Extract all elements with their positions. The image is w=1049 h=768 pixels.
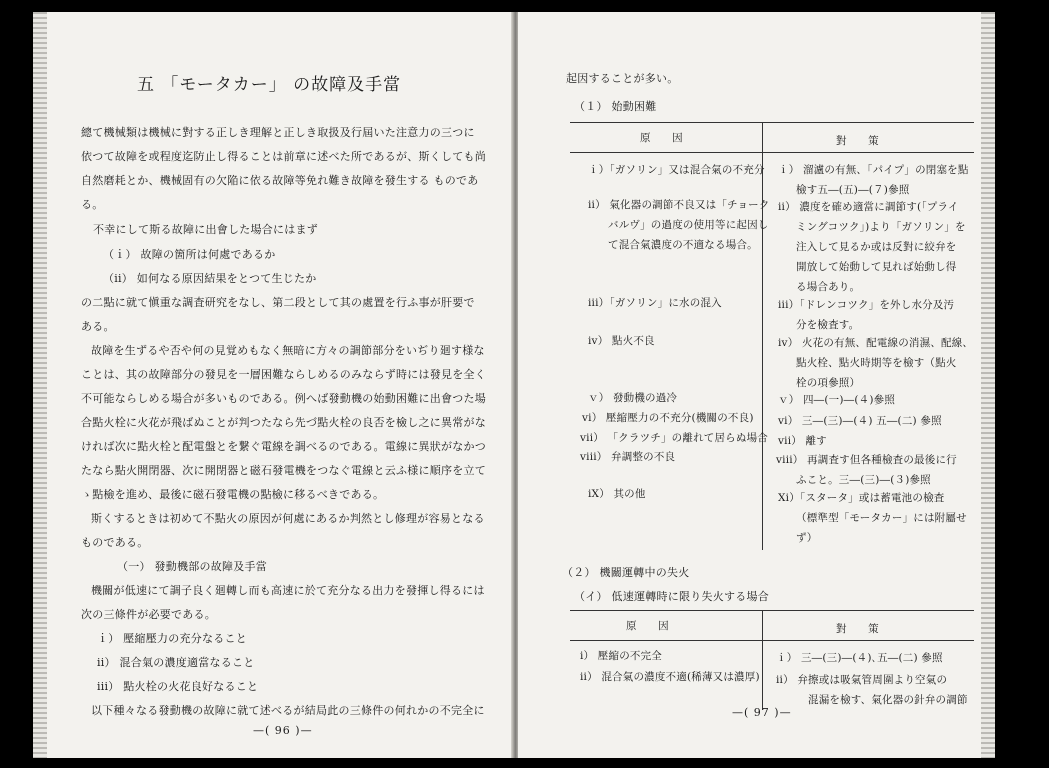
cause-line: ｖ） 發動機の過冷 bbox=[588, 392, 678, 404]
section-heading: （１） 始動困難 bbox=[574, 100, 657, 113]
remedy-line: ミングコツク」)より「ガソリン」を bbox=[796, 221, 966, 233]
remedy-line: iv） 火花の有無、配電線の消濕、配線、 bbox=[778, 337, 974, 349]
remedy-line: ふこと。三―(三)―(３)參照 bbox=[796, 474, 931, 486]
subsection-heading: （イ） 低速運轉時に限り失火する場合 bbox=[574, 590, 769, 603]
remedy-line: Xi）「スタータ」或は蓄電池の檢査 bbox=[778, 492, 945, 504]
table-top-rule bbox=[570, 610, 974, 611]
table-header-remedy: 對 策 bbox=[836, 623, 879, 635]
remedy-line: ii） 弁擦或は吸氣管周圍より空氣の bbox=[776, 674, 948, 686]
cause-line: i） 壓縮の不完全 bbox=[580, 650, 662, 662]
table-header-cause: 原 因 bbox=[626, 620, 669, 632]
list-item: （ｉ） 故障の箇所は何處であるか bbox=[103, 248, 276, 261]
paragraph-line: 故障を生ずるや否や何の見覚めもなく無暗に方々の調節部分をいぢり廻す様な bbox=[91, 344, 485, 357]
remedy-line: る場合あり。 bbox=[796, 281, 861, 293]
intro-line: 起因することが多い。 bbox=[566, 72, 679, 85]
cause-line: iii）「ガソリン」に水の混入 bbox=[588, 297, 722, 309]
left-page bbox=[33, 12, 513, 758]
paragraph-line: 次の三條件が必要である。 bbox=[81, 608, 216, 621]
paragraph-line: 斯くするときは初めて不點火の原因が何處にあるか判然とし修理が容易となる bbox=[91, 512, 485, 525]
cause-line: vi） 壓縮壓力の不充分(機關の不良) bbox=[582, 412, 754, 424]
remedy-line: （標準型「モータカー」には附屬せ bbox=[796, 512, 967, 524]
remedy-line: 點火栓、點火時期等を檢す（點火 bbox=[796, 357, 957, 369]
paragraph-line: 總て機械類は機械に對する正しき理解と正しき取扱及行屆いた注意力の三つに bbox=[81, 126, 475, 139]
cause-line: ｉ）「ガソリン」又は混合氣の不充分 bbox=[588, 164, 765, 176]
page-number: —( 96 )— bbox=[253, 724, 313, 737]
paragraph-line: の二點に就て愼重な調査研究をなし、第二段として其の處置を行ふ事が肝要で bbox=[81, 296, 475, 309]
table-top-rule bbox=[570, 122, 974, 123]
cause-line: て混合氣濃度の不適なる場合。 bbox=[608, 239, 758, 251]
table-divider bbox=[762, 122, 763, 550]
paragraph-line: ければ次に點火栓と配電盤とを繋ぐ電線を調べるのである。電線に異狀がなかつ bbox=[81, 440, 486, 453]
paragraph-line: 依つて故障を或程度迄防止し得ることは前章に述べた所であるが、斯くしても尚 bbox=[81, 150, 486, 163]
remedy-line: ii） 濃度を確め適當に調節す(「プライ bbox=[778, 201, 959, 213]
remedy-line: 檢す五―(五)―(７)參照 bbox=[796, 184, 910, 196]
remedy-line: ず） bbox=[796, 532, 818, 544]
cause-line: ii） 混合氣の濃度不適(稀薄又は濃厚) bbox=[580, 671, 760, 683]
list-item: ｉ） 壓縮壓力の充分なること bbox=[97, 632, 247, 645]
paragraph-line: 不可能ならしめる場合が多いものである。例へば發動機の始動困難に出會つた場 bbox=[81, 392, 486, 405]
paragraph-line: 自然磨耗とか、機械固有の欠陥に依る故障等免れ難き故障を發生する ものであ bbox=[81, 174, 479, 187]
remedy-line: 栓の項參照） bbox=[796, 377, 861, 389]
table-header-remedy: 對 策 bbox=[836, 135, 879, 147]
cause-line: iv） 點火不良 bbox=[588, 335, 655, 347]
paragraph-line: 合點火栓に火花が飛ばぬことが判つたなら先づ點火栓の良否を檢し之に異常がな bbox=[81, 416, 486, 429]
remedy-line: ｉ） 溜瀘の有無、「パイプ」の閉塞を點 bbox=[778, 164, 969, 176]
remedy-line: ｉ） 三―(三)―(４)､五―(二) 參照 bbox=[776, 652, 943, 664]
paragraph-line: たなら點火開閉器、次に開閉器と磁石發電機をつなぐ電線と云ふ様に順序を立て bbox=[81, 464, 486, 477]
table-header-rule bbox=[570, 640, 974, 641]
remedy-line: 混漏を檢す、氣化器の針弁の調節 bbox=[808, 694, 968, 706]
cause-line: ii） 氣化器の調節不良又は「チョーク bbox=[588, 199, 770, 211]
remedy-line: ｖ） 四―(一)―(４)參照 bbox=[778, 394, 896, 406]
paragraph-line: ものである。 bbox=[81, 536, 149, 549]
page-number: —( 97 )— bbox=[732, 706, 792, 719]
cause-line: vii） 「クラツチ」の離れて居らぬ場合 bbox=[580, 432, 768, 444]
cause-line: viii） 弁調整の不良 bbox=[580, 451, 676, 463]
table-divider bbox=[762, 610, 763, 710]
remedy-line: vi） 三―(三)―(４) 五―(二) 參照 bbox=[778, 415, 942, 427]
cause-line: バルヴ」の過度の使用等に起因し bbox=[608, 219, 769, 231]
paragraph-line: ある。 bbox=[81, 320, 115, 333]
chapter-title: 五 「モータカー」 の故障及手當 bbox=[137, 75, 402, 95]
cause-line: iX） 其の他 bbox=[588, 488, 646, 500]
paragraph-line: 以下種々なる發動機の故障に就て述べるが結局此の三條件の何れかの不完全に bbox=[91, 704, 485, 717]
remedy-line: 開放して始動して見れば始動し得 bbox=[796, 261, 957, 273]
section-heading: （一） 發動機部の故障及手當 bbox=[117, 560, 267, 573]
right-page bbox=[518, 12, 995, 758]
table-header-cause: 原 因 bbox=[640, 132, 683, 144]
remedy-line: viii） 再調査す但各種檢査の最後に行 bbox=[776, 454, 957, 466]
list-item: （ii） 如何なる原因結果をとつて生じたか bbox=[103, 272, 317, 285]
page-edge-shadow bbox=[33, 12, 47, 758]
paragraph-line: 不幸にして斯る故障に出會した場合にはまず bbox=[93, 223, 318, 236]
list-item: iii） 點火栓の火花良好なること bbox=[97, 680, 259, 693]
paragraph-line: る。 bbox=[81, 198, 104, 211]
paragraph-line: ことは、其の故障部分の發見を一層困難ならしめるのみならず時には發見を全く bbox=[81, 368, 486, 381]
remedy-line: 分を檢査す。 bbox=[796, 319, 860, 331]
paragraph-line: 機關が低速にて調子良く廻轉し而も高速に於て充分なる出力を發揮し得るには bbox=[91, 584, 485, 597]
section-heading: （２） 機關運轉中の失火 bbox=[562, 566, 690, 579]
remedy-line: iii）「ドレンコツク」を外し水分及汚 bbox=[778, 299, 955, 311]
page-edge-shadow bbox=[981, 12, 995, 758]
paragraph-line: ゝ點檢を進め、最後に磁石發電機の點檢に移るべきである。 bbox=[81, 488, 385, 501]
table-header-rule bbox=[570, 152, 974, 153]
remedy-line: 注入して見るか或は反對に絞弁を bbox=[796, 241, 957, 253]
list-item: ii） 混合氣の濃度適當なること bbox=[97, 656, 255, 669]
remedy-line: vii） 離す bbox=[778, 435, 827, 447]
